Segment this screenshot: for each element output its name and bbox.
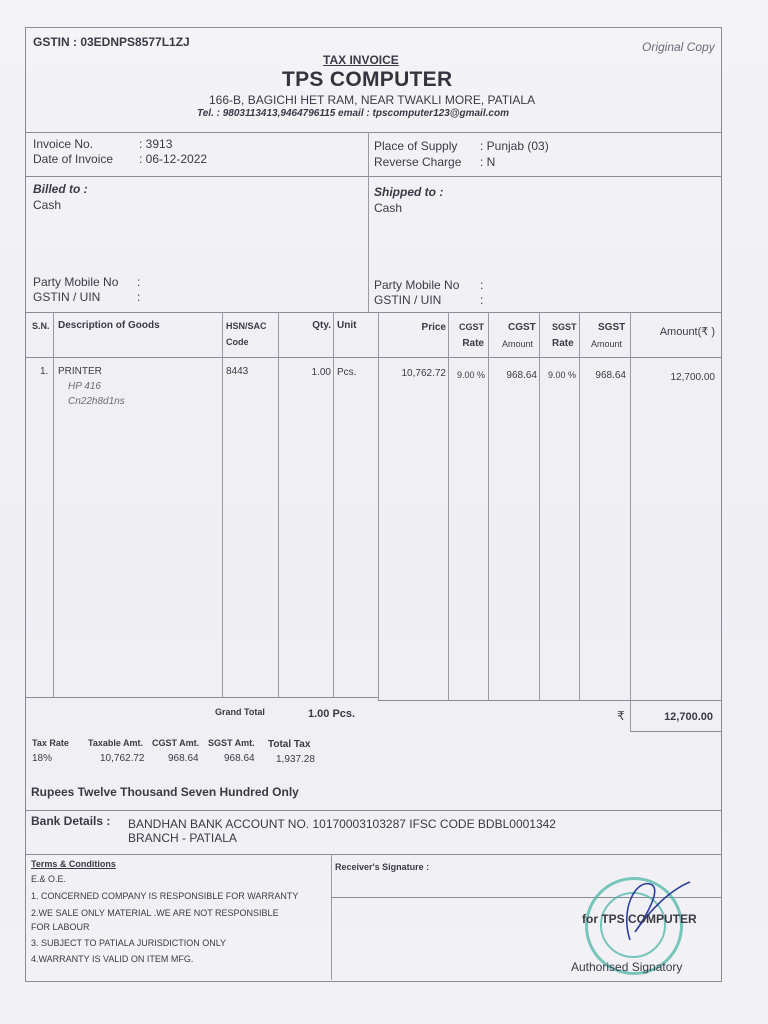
for-company: for TPS COMPUTER: [582, 912, 697, 926]
th-sgst-amt-1: SGST: [598, 322, 626, 333]
th-cgst-rate-1: CGST: [458, 322, 484, 332]
terms-line: FOR LABOUR: [31, 922, 90, 932]
receiver-signature-label: Receiver's Signature :: [335, 862, 430, 872]
th-sgst-rate-1: SGST: [552, 322, 577, 332]
shipped-gstin-value: :: [480, 293, 484, 307]
amount-in-words: Rupees Twelve Thousand Seven Hundred Only: [31, 785, 299, 799]
billed-name: Cash: [33, 198, 62, 212]
invoice-date-value: : 06-12-2022: [139, 152, 208, 166]
th-sn: S.N.: [32, 321, 50, 331]
reverse-value: : N: [480, 155, 496, 169]
invoice-date-label: Date of Invoice: [33, 152, 114, 166]
copy-label: Original Copy: [642, 40, 715, 54]
supply-value: : Punjab (03): [480, 139, 549, 153]
bank-line-2: BRANCH - PATIALA: [128, 831, 237, 845]
reverse-label: Reverse Charge: [374, 155, 462, 169]
row-cgst-rate: 9.00 %: [456, 370, 485, 380]
company-contact: Tel. : 9803113413,9464796115 email : tpscomputer123@gmail.com: [197, 108, 509, 119]
tax-v-cgst: 968.64: [168, 753, 199, 764]
billed-gstin-label: GSTIN / UIN: [33, 290, 101, 304]
tax-v-taxable: 10,762.72: [100, 753, 145, 764]
authorised-signatory: Authorised Signatory: [571, 960, 683, 974]
tax-v-rate: 18%: [32, 753, 53, 764]
terms-line: E.& O.E.: [31, 874, 67, 884]
currency-symbol: ₹: [617, 709, 625, 723]
billed-mobile-value: :: [137, 275, 141, 289]
tax-h-taxable: Taxable Amt.: [88, 738, 144, 748]
shipped-name: Cash: [374, 201, 403, 215]
row-price: 10,762.72: [401, 368, 446, 379]
company-name: TPS COMPUTER: [282, 68, 453, 91]
row-qty: 1.00: [311, 367, 331, 378]
company-address: 166-B, BAGICHI HET RAM, NEAR TWAKLI MORE, PATIALA: [209, 93, 536, 107]
terms-line: 1. CONCERNED COMPANY IS RESPONSIBLE FOR WARRANTY: [31, 891, 299, 901]
shipped-gstin-label: GSTIN / UIN: [374, 293, 442, 307]
row-sn: 1.: [40, 366, 49, 377]
row-hsn: 8443: [226, 366, 249, 377]
th-cgst-amt-1: CGST: [508, 322, 536, 333]
th-price: Price: [421, 322, 446, 333]
th-sgst-amt-2: Amount: [591, 339, 623, 349]
th-qty: Qty.: [312, 320, 331, 331]
th-amount: Amount(₹ ): [659, 326, 715, 338]
row-desc-serial: Cn22h8d1ns: [68, 396, 125, 407]
billed-mobile-label: Party Mobile No: [33, 275, 119, 289]
th-cgst-rate-2: Rate: [462, 338, 484, 349]
billed-gstin-value: :: [137, 290, 141, 304]
tax-v-total: 1,937.28: [276, 754, 315, 765]
row-unit: Pcs.: [337, 367, 357, 378]
th-hsn-1: HSN/SAC: [226, 321, 267, 331]
row-sgst-rate: 9.00 %: [547, 370, 576, 380]
supply-label: Place of Supply: [374, 139, 458, 153]
terms-line: 3. SUBJECT TO PATIALA JURISDICTION ONLY: [31, 938, 227, 948]
shipped-heading: Shipped to :: [374, 185, 444, 199]
tax-h-cgst: CGST Amt.: [152, 738, 200, 748]
row-amount: 12,700.00: [670, 372, 715, 383]
billed-heading: Billed to :: [33, 182, 88, 196]
terms-heading: Terms & Conditions: [31, 859, 116, 869]
terms-line: 2.WE SALE ONLY MATERIAL .WE ARE NOT RESPONSIBLE: [31, 908, 279, 918]
shipped-mobile-value: :: [480, 278, 484, 292]
bank-line-1: BANDHAN BANK ACCOUNT NO. 10170003103287 IFSC CODE BDBL0001342: [128, 817, 556, 831]
shipped-mobile-label: Party Mobile No: [374, 278, 460, 292]
th-sgst-rate-2: Rate: [552, 338, 574, 349]
tax-h-rate: Tax Rate: [32, 738, 69, 748]
th-unit: Unit: [337, 320, 357, 331]
row-cgst-amt: 968.64: [506, 370, 537, 381]
doc-type: TAX INVOICE: [323, 53, 399, 67]
row-desc: PRINTER: [58, 366, 102, 377]
row-desc-model: HP 416: [68, 381, 101, 392]
grand-total-label: Grand Total: [215, 707, 265, 717]
tax-h-sgst: SGST Amt.: [208, 738, 255, 748]
invoice-no-value: : 3913: [139, 137, 173, 151]
gstin-header: GSTIN : 03EDNPS8577L1ZJ: [33, 35, 190, 49]
th-hsn-2: Code: [226, 337, 249, 347]
grand-total-qty: 1.00 Pcs.: [308, 708, 356, 720]
th-desc: Description of Goods: [58, 320, 160, 331]
bank-label: Bank Details :: [31, 814, 111, 828]
grand-total-amount: 12,700.00: [664, 711, 713, 723]
invoice-no-label: Invoice No.: [33, 137, 94, 151]
signature-scribble-icon: [590, 870, 710, 950]
row-sgst-amt: 968.64: [595, 370, 626, 381]
tax-h-total: Total Tax: [268, 739, 311, 750]
terms-line: 4.WARRANTY IS VALID ON ITEM MFG.: [31, 954, 194, 964]
tax-v-sgst: 968.64: [224, 753, 255, 764]
th-cgst-amt-2: Amount: [502, 339, 534, 349]
